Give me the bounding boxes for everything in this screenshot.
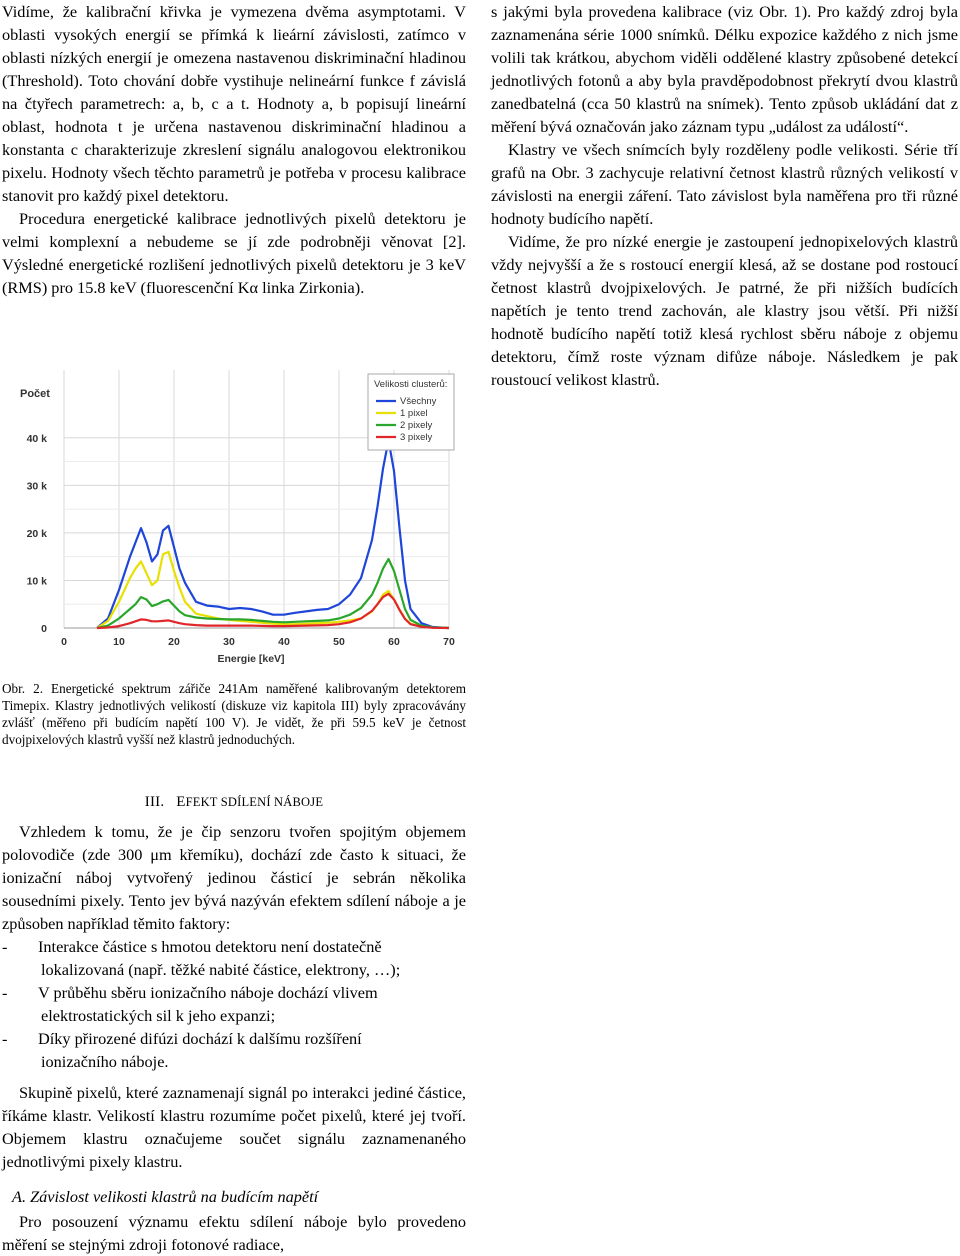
right-column — [491, 0, 958, 391]
legend-title: Velikosti clusterů: — [374, 379, 448, 390]
bullet-text: Interakce částice s hmotou detektoru není dostatečně — [38, 937, 382, 956]
y-tick-label: 30 k — [26, 480, 47, 493]
figure-energy-spectrum — [4, 370, 460, 670]
paragraph-cluster-results: Vidíme, že pro nízké energie je zastoupení jednopixelových klastrů vždy nejvyšší a že s rostoucí energií klesá, až se dostane pod rostoucí četnost klastrů dvojpixelových. Je patrné, že při nižších budících napětích je tento trend zachován, ale klastry jsou větší. Při nižší hodnotě budícího napětí totiž klesá rychlost sběru náboje z objemu detektoru, čímž roste význam difůze náboje. Následkem je pak roustoucí velikost klastrů. — [491, 232, 958, 389]
bullet-dash: - — [2, 983, 8, 1002]
figure-caption: Obr. 2. Energetické spektrum zářiče 241Am naměřené kalibrovaným detektorem Timepix. Klastry jednotlivých velikostí (diskuze viz kapitola III) byly zpracovávány zvlášť (měřeno při budícím napětí 100 V). Je vidět, že při 59.5 keV je četnost dvojpixelových klastrů vyšší než klastrů jednoduchých. — [2, 681, 466, 747]
bullet-text: Díky přirozené difúzi dochází k dalšímu rozšíření — [38, 1029, 362, 1048]
x-tick-label: 60 — [388, 636, 400, 648]
x-tick-label: 30 — [223, 636, 235, 648]
x-tick-label: 20 — [168, 636, 180, 648]
y-axis-label: Počet — [20, 388, 50, 400]
x-tick-label: 40 — [278, 636, 290, 648]
x-tick-label: 0 — [61, 636, 67, 648]
x-axis-label: Energie [keV] — [217, 653, 285, 665]
paragraph-measurement-intro: Pro posouzení významu efektu sdílení náboje bylo provedeno měření se stejnými zdroji fotonové radiace, — [2, 1212, 466, 1254]
legend-entry: 2 pixely — [400, 420, 433, 431]
list-item — [2, 935, 466, 981]
section-title-initial: E — [176, 794, 186, 810]
bullet-dash: - — [2, 1029, 8, 1048]
chart-legend — [368, 374, 454, 450]
bullet-text: V průběhu sběru ionizačního náboje dochází vlivem — [38, 983, 378, 1002]
section-title-rest: FEKT SDÍLENÍ NÁBOJE — [185, 795, 324, 809]
legend-entry: 3 pixely — [400, 432, 433, 443]
paragraph-measurement-setup: s jakými byla provedena kalibrace (viz Obr. 1). Pro každý zdroj byla zaznamenána série 1000 snímků. Délku expozice každého z nich jsme volili tak krátkou, abychom viděli oddělené klastry způsobené detekcí jednotlivých fotonů a aby byla pravděpodobnost překrytí dvou klastrů zanedbatelná (cca 50 klastrů na snímek). Tento způsob ukládání dat z měření bývá označován jako záznam typu „událost za událostí“. — [491, 2, 958, 136]
bullet-dash: - — [2, 937, 8, 956]
x-tick-label: 10 — [113, 636, 125, 648]
y-tick-label: 10 k — [26, 575, 47, 588]
left-column — [2, 0, 466, 299]
paragraph-calibration-curve: Vidíme, že kalibrační křivka je vymezena dvěma asymptotami. V oblasti vysokých energií se přímká k lieární závislosti, zatímco v oblasti nízkých energií je omezena nastavenou diskriminační hladinou (Threshold). Toto chování dobře vystihuje nelineární funkce f závislá na čtyřech parametrech: a, b, c a t. Hodnoty a, b popisují lineární oblast, hodnota t je určena nastavenou diskriminační hladinou a konstanta c charakterizuje zkreslení signálu analogovou elektronikou pixelu. Hodnoty všech těchto parametrů je potřeba v procesu kalibrace stanovit pro každý pixel detektoru. — [2, 2, 466, 205]
paragraph-cluster-definition: Skupině pixelů, které zaznamenají signál po interakci jediné částice, říkáme klastr. Velikostí klastru rozumíme počet pixelů, které jej tvoří. Objemem klastru označujeme součet signálu zaznamenaného jednotlivými pixely klastru. — [2, 1083, 466, 1171]
y-tick-label: 20 k — [26, 527, 47, 540]
y-tick-label: 0 — [41, 623, 47, 635]
section-heading — [2, 794, 466, 811]
legend-entry: 1 pixel — [400, 408, 428, 419]
bullet-continuation: lokalizovaná (např. těžké nabité částice, elektrony, …); — [41, 960, 401, 979]
x-tick-label: 50 — [333, 636, 345, 648]
list-item — [2, 981, 466, 1027]
legend-entry: Všechny — [400, 396, 437, 407]
bullet-continuation: elektrostatických sil k jeho expanzi; — [41, 1006, 276, 1025]
paragraph-charge-sharing: Vzhledem k tomu, že je čip senzoru tvořen spojitým objemem polovodiče (zde 300 μm křemíku), dochází zde často k situaci, že ionizační náboj vytvořený jedinou částicí je sebrán několika sousedními pixely. Tento jev bývá nazýván efektem sdílení náboje a je způsoben například těmito faktory: — [2, 822, 466, 933]
spectrum-chart — [4, 370, 460, 670]
section-number: III. — [144, 794, 165, 810]
list-item — [2, 1027, 466, 1073]
subsection-title: A. Závislost velikosti klastrů na budícím napětí — [12, 1187, 319, 1206]
section-body — [2, 820, 466, 1256]
bullet-continuation: ionizačního náboje. — [41, 1052, 169, 1071]
x-tick-label: 70 — [443, 636, 455, 648]
paragraph-calibration-procedure: Procedura energetické kalibrace jednotlivých pixelů detektoru je velmi komplexní a nebudeme se jí zde podrobněji věnovat [2]. Výsledné energetické rozlišení jednotlivých pixelů detektoru je 3 keV (RMS) pro 15.8 keV (fluorescenční Kα linka Zirkonia). — [2, 209, 466, 297]
paragraph-cluster-sorting: Klastry ve všech snímcích byly rozděleny podle velikosti. Série tří grafů na Obr. 3 zachycuje relativní četnost klastrů různých velikostí v závislosti na energii záření. Tato závislost byla naměřena pro tři různé hodnoty budícího napětí. — [491, 140, 958, 228]
y-tick-label: 40 k — [26, 432, 47, 445]
